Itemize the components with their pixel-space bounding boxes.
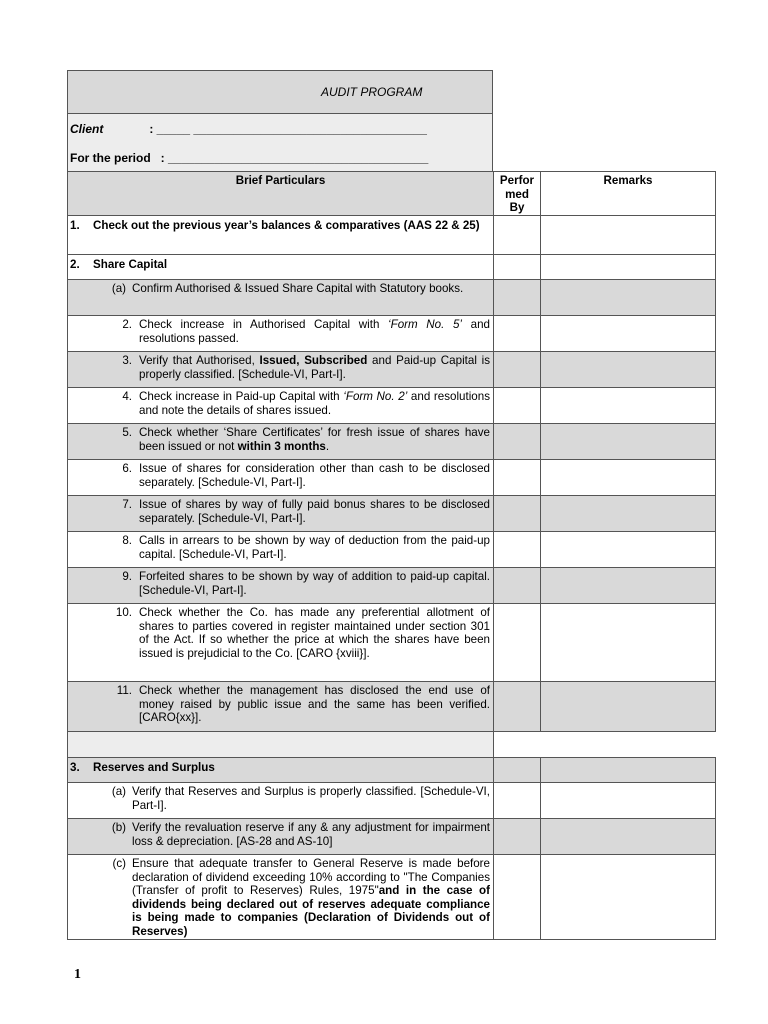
remarks-cell[interactable]: [541, 424, 716, 460]
item-text: [139, 426, 490, 453]
client-label: Client: [70, 122, 104, 136]
performed-cell[interactable]: [494, 255, 541, 280]
client-line: [70, 122, 427, 136]
audit-table: [67, 171, 716, 940]
item-text: Verify that Reserves and Surplus is properly classified. [Schedule-VI, Part-I].: [132, 785, 490, 812]
remarks-cell[interactable]: [541, 316, 716, 352]
item-text-part: .: [325, 439, 330, 453]
col-brief-particulars: Brief Particulars: [68, 172, 494, 216]
section-title: Check out the previous year’s balances & comparatives (AAS 22 & 25): [93, 219, 480, 232]
performed-cell[interactable]: [494, 682, 541, 732]
remarks-cell[interactable]: [541, 280, 716, 316]
item-marker: 8.: [122, 534, 132, 547]
item-text-part: Check increase in Authorised Capital with: [139, 318, 389, 331]
table-row: [68, 783, 716, 819]
item-text: Verify the revaluation reserve if any & any adjustment for impairment loss & depreciation. [AS-28 and AS-10]: [132, 821, 490, 848]
performed-cell[interactable]: [494, 460, 541, 496]
section-3: [68, 758, 494, 783]
remarks-cell[interactable]: [541, 758, 716, 783]
item-2-11: [68, 682, 494, 732]
performed-cell[interactable]: [494, 532, 541, 568]
performed-cell[interactable]: [494, 568, 541, 604]
item-text: [139, 318, 490, 345]
item-2-5: [68, 424, 494, 460]
item-text: Issue of shares by way of fully paid bonus shares to be disclosed separately. [Schedule-VI, Part-I].: [139, 498, 490, 525]
table-row: [68, 819, 716, 855]
col-performed-line3: By: [509, 201, 525, 214]
title-bar: [68, 71, 492, 114]
item-marker: (c): [112, 857, 126, 870]
section-title: Share Capital: [93, 258, 168, 271]
performed-cell[interactable]: [494, 855, 541, 940]
client-blank: : _____ ___________________________________: [149, 122, 427, 136]
item-marker: 10.: [115, 606, 132, 619]
item-marker: (b): [111, 821, 126, 834]
spacer-cell: [68, 732, 494, 758]
remarks-cell[interactable]: [541, 496, 716, 532]
item-text: [139, 390, 490, 417]
item-text: Issue of shares for consideration other than cash to be disclosed separately. [Schedule-VI, Part-I].: [139, 462, 490, 489]
item-marker: (a): [111, 785, 126, 798]
period-blank: : _______________________________________: [160, 151, 429, 165]
table-row: [68, 682, 716, 732]
form-reference: ‘Form No. 5’: [388, 318, 462, 331]
period-label: For the period: [70, 151, 151, 165]
performed-cell[interactable]: [494, 604, 541, 682]
item-text: [139, 354, 490, 381]
remarks-cell[interactable]: [541, 855, 716, 940]
remarks-cell[interactable]: [541, 532, 716, 568]
table-row: [68, 316, 716, 352]
item-text: Confirm Authorised & Issued Share Capital with Statutory books.: [132, 282, 464, 295]
section-2: [68, 255, 494, 280]
col-performed-line2: med: [505, 187, 529, 201]
performed-cell[interactable]: [494, 352, 541, 388]
col-performed-by: [494, 172, 541, 216]
remarks-cell[interactable]: [541, 460, 716, 496]
section-number: 3.: [70, 761, 80, 774]
spacer-cell: [541, 732, 716, 758]
form-reference: ‘Form No. 2’: [343, 390, 408, 403]
item-2-2: [68, 316, 494, 352]
section-row-3: [68, 758, 716, 783]
col-remarks: Remarks: [541, 172, 716, 216]
item-text: Calls in arrears to be shown by way of deduction from the paid-up capital. [Schedule-VI, Part-I].: [139, 534, 490, 561]
item-text-part: and Paid-up Capital is properly classified. [Schedule-VI, Part-I].: [139, 354, 490, 381]
item-text: Check whether the management has disclosed the end use of money raised by public issue and the same has been verified. [CARO{xx}].: [139, 684, 490, 725]
table-row: [68, 568, 716, 604]
item-marker: 11.: [116, 684, 132, 697]
item-text-part: and resolutions and note the details of shares issued.: [139, 390, 490, 417]
performed-cell[interactable]: [494, 496, 541, 532]
table-header-row: [68, 172, 716, 216]
remarks-cell[interactable]: [541, 352, 716, 388]
remarks-cell[interactable]: [541, 388, 716, 424]
remarks-cell[interactable]: [541, 255, 716, 280]
section-1: [68, 216, 494, 255]
remarks-cell[interactable]: [541, 783, 716, 819]
item-text-part: and resolutions passed.: [139, 318, 490, 345]
item-marker: 2.: [122, 318, 132, 331]
item-text: [132, 857, 490, 939]
section-number: 1.: [70, 219, 80, 232]
section-number: 2.: [70, 258, 80, 271]
item-2-10: [68, 604, 494, 682]
item-marker: 4.: [122, 390, 132, 403]
table-row: [68, 280, 716, 316]
performed-cell[interactable]: [494, 819, 541, 855]
table-row: [68, 424, 716, 460]
item-text: Forfeited shares to be shown by way of addition to paid-up capital. [Schedule-VI, Part-I].: [139, 570, 490, 597]
item-3c: [68, 855, 494, 940]
item-text-part: Check whether ‘Share Certificates’ for fresh issue of shares have been issued or not: [139, 426, 490, 453]
item-2-7: [68, 496, 494, 532]
table-row: [68, 532, 716, 568]
col-performed-line1: Perfor: [499, 174, 535, 187]
item-text: Check whether the Co. has made any preferential allotment of shares to parties covered in register maintained under section 301 of the Act. If so whether the price at which the shares have been issued is prejudicial to the Co. [CARO {xviii}].: [139, 606, 490, 660]
item-2-4: [68, 388, 494, 424]
table-row: [68, 604, 716, 682]
table-row: [68, 855, 716, 940]
spacer-cell: [494, 732, 541, 758]
remarks-cell[interactable]: [541, 819, 716, 855]
audit-header: [67, 70, 493, 171]
item-marker: 7.: [122, 498, 132, 511]
item-marker: 3.: [122, 354, 132, 367]
spacer-row: [68, 732, 716, 758]
performed-cell[interactable]: [494, 783, 541, 819]
item-marker: 5.: [122, 426, 132, 439]
document-title: AUDIT PROGRAM: [321, 85, 423, 99]
performed-cell[interactable]: [494, 216, 541, 255]
item-text-part: Verify that Authorised,: [139, 354, 260, 367]
item-text-part: Check increase in Paid-up Capital with: [139, 390, 344, 403]
table-row: [68, 352, 716, 388]
period-line: [70, 151, 428, 165]
remarks-cell[interactable]: [541, 568, 716, 604]
section-title: Reserves and Surplus: [93, 761, 215, 774]
table-row: [68, 388, 716, 424]
performed-cell[interactable]: [494, 316, 541, 352]
item-marker: 9.: [122, 570, 132, 583]
section-row-1: [68, 216, 716, 255]
remarks-cell[interactable]: [541, 216, 716, 255]
performed-cell[interactable]: [494, 758, 541, 783]
emphasis-text: and in the case of dividends being declared out of reserves adequate compliance is being made to companies (Declaration of Dividends out of Reserves): [132, 884, 490, 938]
item-marker: 6.: [122, 462, 132, 475]
item-3a: [68, 783, 494, 819]
emphasis-text: Issued, Subscribed: [259, 354, 368, 367]
item-2a: [68, 280, 494, 316]
item-marker: (a): [111, 282, 126, 295]
section-row-2: [68, 255, 716, 280]
table-row: [68, 460, 716, 496]
emphasis-text: within 3 months: [237, 439, 326, 453]
item-2-3: [68, 352, 494, 388]
page-number: 1: [74, 967, 81, 982]
item-2-8: [68, 532, 494, 568]
client-info: [68, 114, 492, 172]
item-3b: [68, 819, 494, 855]
remarks-cell[interactable]: [541, 682, 716, 732]
performed-cell[interactable]: [494, 388, 541, 424]
performed-cell[interactable]: [494, 280, 541, 316]
remarks-cell[interactable]: [541, 604, 716, 682]
performed-cell[interactable]: [494, 424, 541, 460]
item-2-9: [68, 568, 494, 604]
table-row: [68, 496, 716, 532]
item-2-6: [68, 460, 494, 496]
item-text-part: Ensure that adequate transfer to General Reserve is made before declaration of dividend exceeding 10% according to "The Companies (Transfer of profit to Reserves) Rules, 1975": [132, 857, 490, 898]
